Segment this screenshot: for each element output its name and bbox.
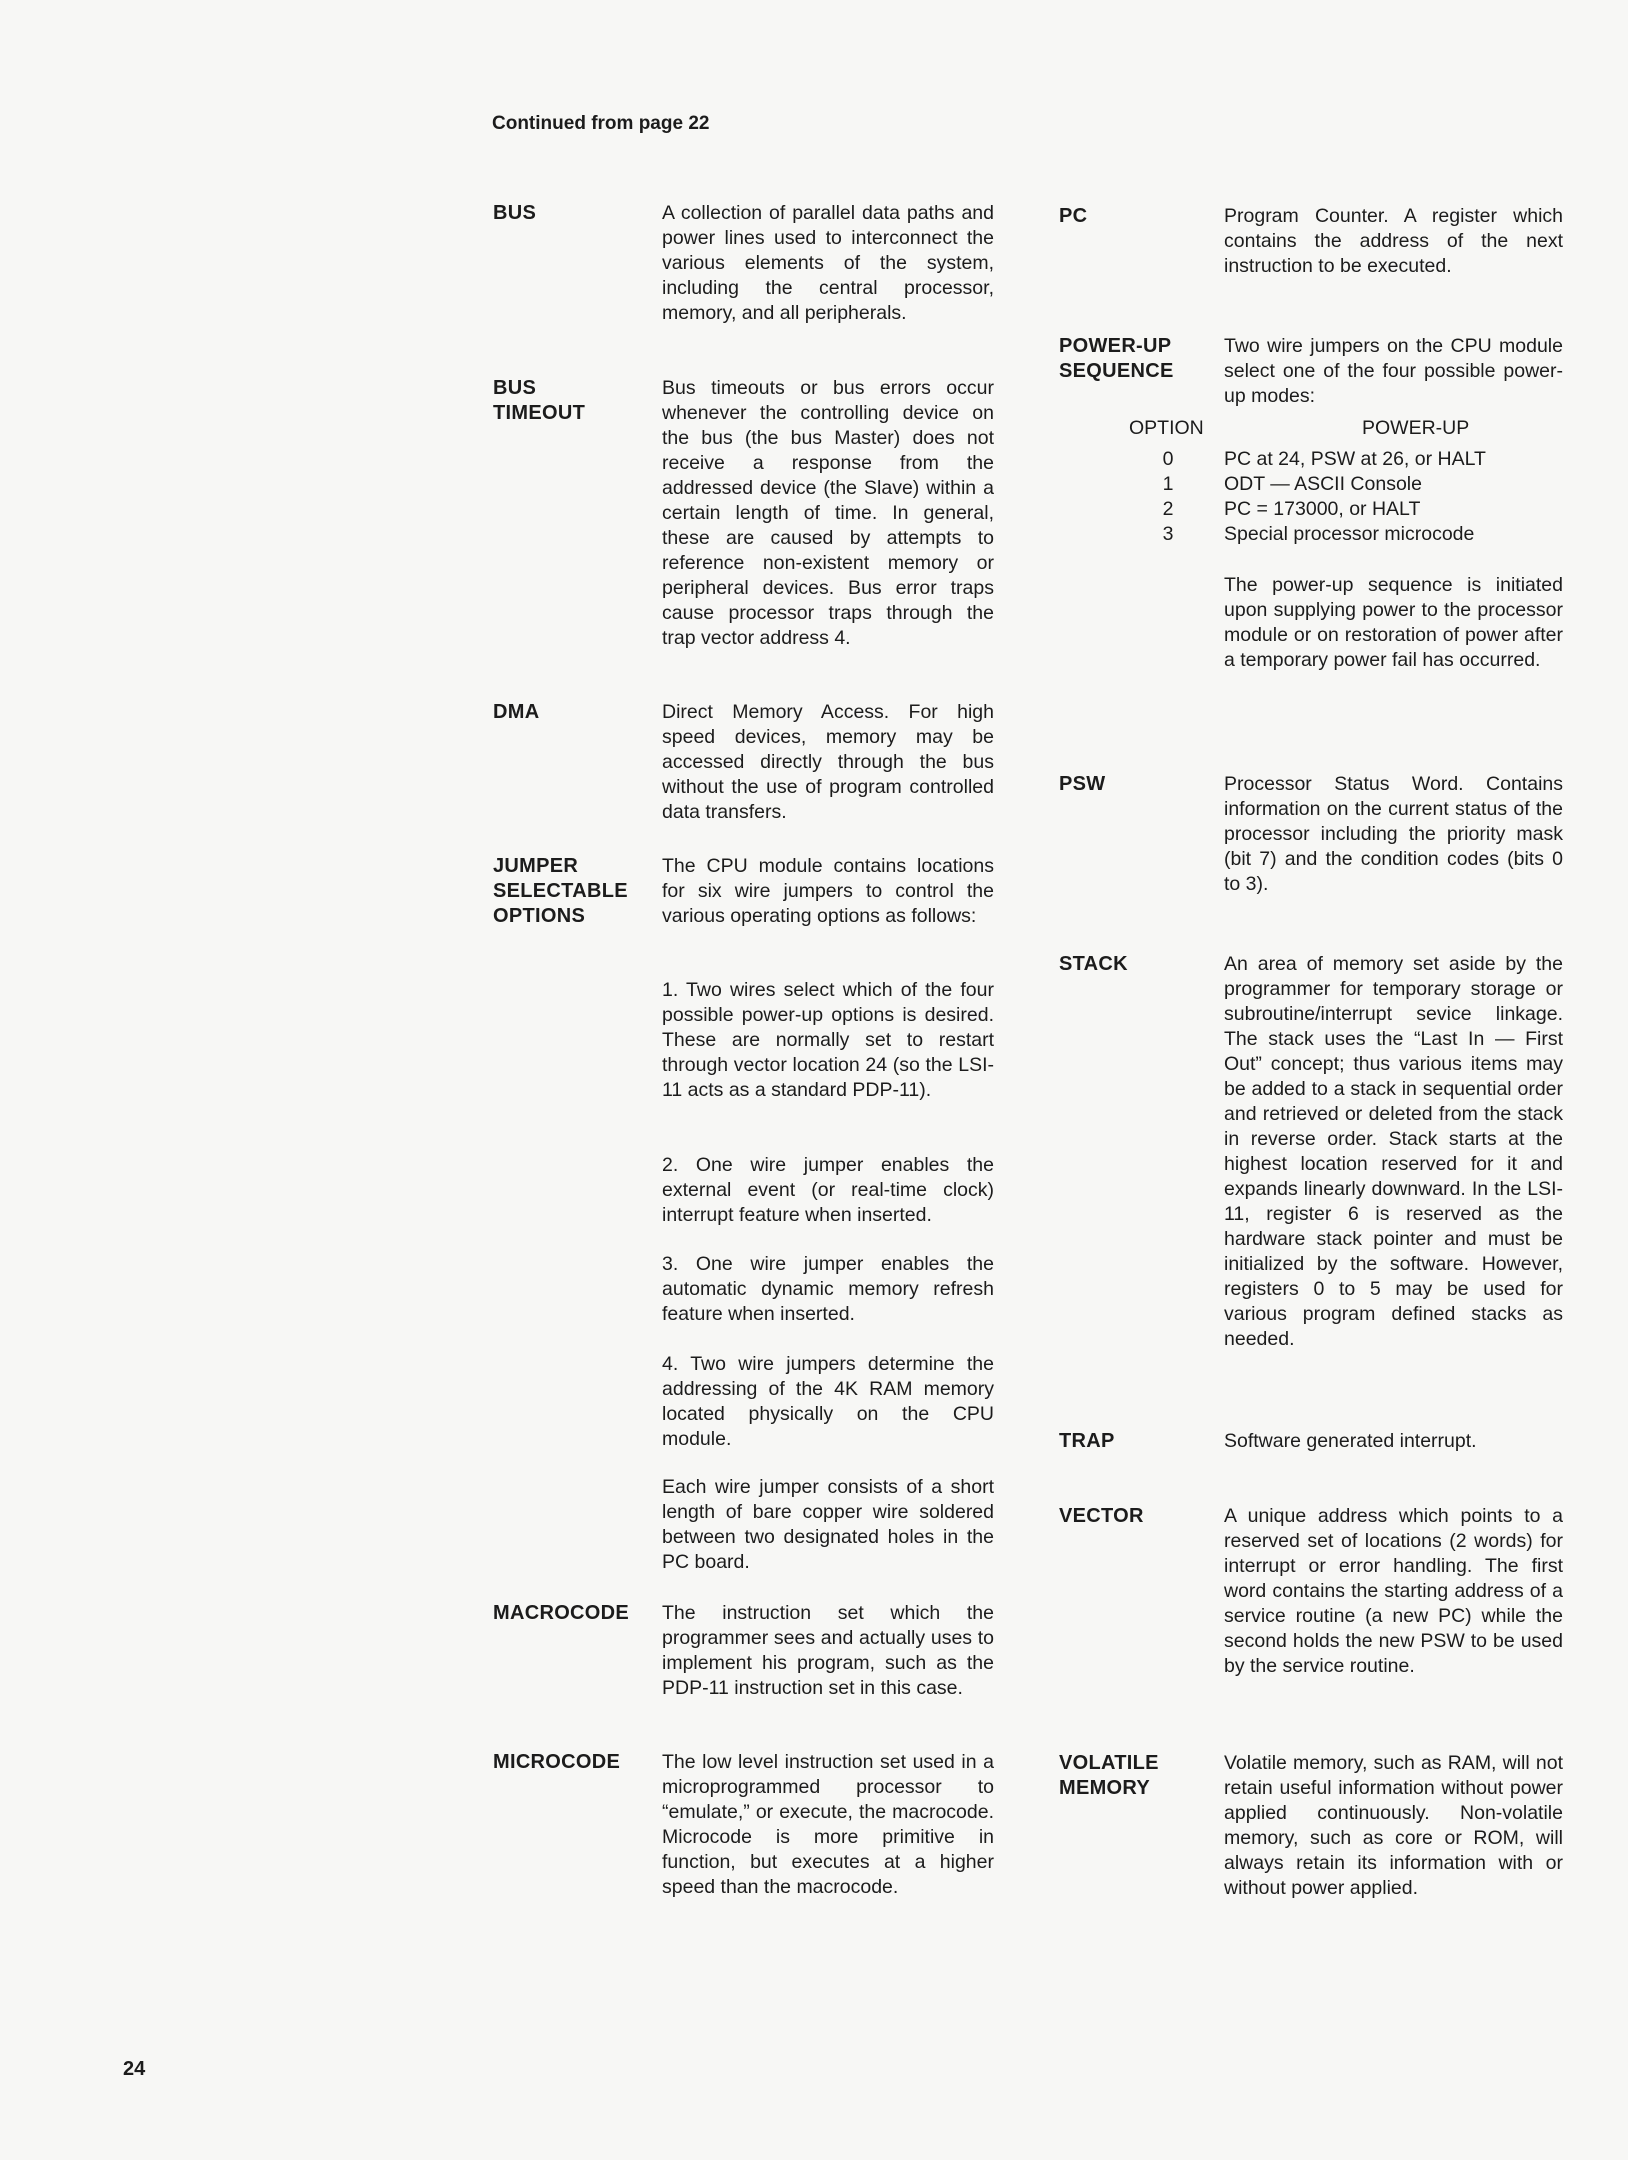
term-line: JUMPER bbox=[493, 855, 579, 877]
def-bus: A collection of parallel data paths and power lines used to interconnect the various elements of the system, including the central processor, memory, and all peripherals. bbox=[662, 202, 994, 324]
def-jumper-intro: The CPU module contains locations for six wire jumpers to control the various operating options as follows: bbox=[662, 855, 994, 927]
def-jumper-item-3: 3. One wire jumper enables the automatic dynamic memory refresh feature when inserted. bbox=[662, 1253, 994, 1325]
option-number: 0 bbox=[1162, 448, 1174, 470]
option-description: PC at 24, PSW at 26, or HALT bbox=[1224, 448, 1486, 470]
term-line: MEMORY bbox=[1059, 1777, 1151, 1799]
page-number: 24 bbox=[123, 2058, 146, 2080]
def-dma: Direct Memory Access. For high speed devices, memory may be accessed directly through the bus without the use of program controlled data transfers. bbox=[662, 701, 994, 823]
def-trap: Software generated interrupt. bbox=[1224, 1430, 1477, 1452]
def-jumper-note: Each wire jumper consists of a short length of bare copper wire soldered between two designated holes in the PC board. bbox=[662, 1476, 994, 1573]
term-bus: BUS bbox=[493, 202, 537, 224]
term-line: VOLATILE bbox=[1059, 1752, 1159, 1774]
option-number: 1 bbox=[1162, 473, 1174, 495]
term-vector: VECTOR bbox=[1059, 1505, 1144, 1527]
term-line: OPTIONS bbox=[493, 905, 586, 927]
def-jumper-item-4: 4. Two wire jumpers determine the addressing of the 4K RAM memory located physically on the CPU module. bbox=[662, 1353, 994, 1450]
term-line: POWER-UP bbox=[1059, 335, 1172, 357]
option-number: 2 bbox=[1162, 498, 1174, 520]
term-power-up-sequence bbox=[1059, 334, 1174, 384]
term-pc: PC bbox=[1059, 205, 1088, 227]
option-description: ODT — ASCII Console bbox=[1224, 473, 1422, 495]
term-line: BUS bbox=[493, 377, 537, 399]
def-microcode: The low level instruction set used in a microprogrammed processor to “emulate,” or execute, the macrocode. Microcode is more primitive in function, but executes at a higher speed than the macrocode. bbox=[662, 1751, 994, 1898]
option-description: Special processor microcode bbox=[1224, 523, 1475, 545]
def-pc: Program Counter. A register which contains the address of the next instruction to be executed. bbox=[1224, 205, 1563, 277]
term-line: SELECTABLE bbox=[493, 880, 628, 902]
def-stack: An area of memory set aside by the programmer for temporary storage or subroutine/interrupt sevice linkage. The stack uses the “Last In — First Out” concept; thus various items may be added to a stack in sequential order and retrieved or deleted from the stack in reverse order. Stack starts at the highest location reserved for it and expands linearly downward. In the LSI-11, register 6 is reserved as the hardware stack pointer and must be initialized by the software. However, registers 0 to 5 may be used for various program defined stacks as needed. bbox=[1224, 953, 1563, 1350]
def-vector: A unique address which points to a reserved set of locations (2 words) for interrupt or error handling. The first word contains the starting address of a service routine (a new PC) while the second holds the new PSW to be used by the service routine. bbox=[1224, 1505, 1563, 1677]
option-description: PC = 173000, or HALT bbox=[1224, 498, 1421, 520]
continued-header: Continued from page 22 bbox=[492, 113, 710, 134]
def-psw: Processor Status Word. Contains information on the current status of the processor including the priority mask (bit 7) and the condition codes (bits 0 to 3). bbox=[1224, 773, 1563, 895]
def-bus-timeout: Bus timeouts or bus errors occur whenever the controlling device on the bus (the bus Master) does not receive a response from the addressed device (the Slave) within a certain length of time. In general, these are caused by attempts to reference non-existent memory or peripheral devices. Bus error traps cause processor traps through the trap vector address 4. bbox=[662, 377, 994, 649]
power-up-column-header: POWER-UP bbox=[1362, 417, 1470, 439]
term-line: TIMEOUT bbox=[493, 402, 586, 424]
def-jumper-item-1: 1. Two wires select which of the four possible power-up options is desired. These are normally set to restart through vector location 24 (so the LSI-11 acts as a standard PDP-11). bbox=[662, 979, 994, 1101]
def-jumper-item-2: 2. One wire jumper enables the external event (or real-time clock) interrupt feature when inserted. bbox=[662, 1154, 994, 1226]
def-power-up: Two wire jumpers on the CPU module select one of the four possible power-up modes: bbox=[1224, 335, 1563, 407]
term-jumper-selectable-options bbox=[493, 854, 628, 929]
def-volatile-memory: Volatile memory, such as RAM, will not retain useful information without power applied continuously. Non-volatile memory, such as core or ROM, will always retain its information with or without power applied. bbox=[1224, 1752, 1563, 1899]
option-number: 3 bbox=[1162, 523, 1174, 545]
term-macrocode: MACROCODE bbox=[493, 1602, 630, 1624]
term-trap: TRAP bbox=[1059, 1430, 1115, 1452]
term-psw: PSW bbox=[1059, 773, 1106, 795]
def-macrocode: The instruction set which the programmer sees and actually uses to implement his program, such as the PDP-11 instruction set in this case. bbox=[662, 1602, 994, 1699]
def-power-up-detail: The power-up sequence is initiated upon supplying power to the processor module or on restoration of power after a temporary power fail has occurred. bbox=[1224, 574, 1563, 671]
term-line: SEQUENCE bbox=[1059, 360, 1174, 382]
term-stack: STACK bbox=[1059, 953, 1128, 975]
term-volatile-memory bbox=[1059, 1751, 1159, 1801]
term-bus-timeout bbox=[493, 376, 585, 426]
term-dma: DMA bbox=[493, 701, 540, 723]
term-microcode: MICROCODE bbox=[493, 1751, 621, 1773]
option-column-header: OPTION bbox=[1129, 417, 1204, 439]
